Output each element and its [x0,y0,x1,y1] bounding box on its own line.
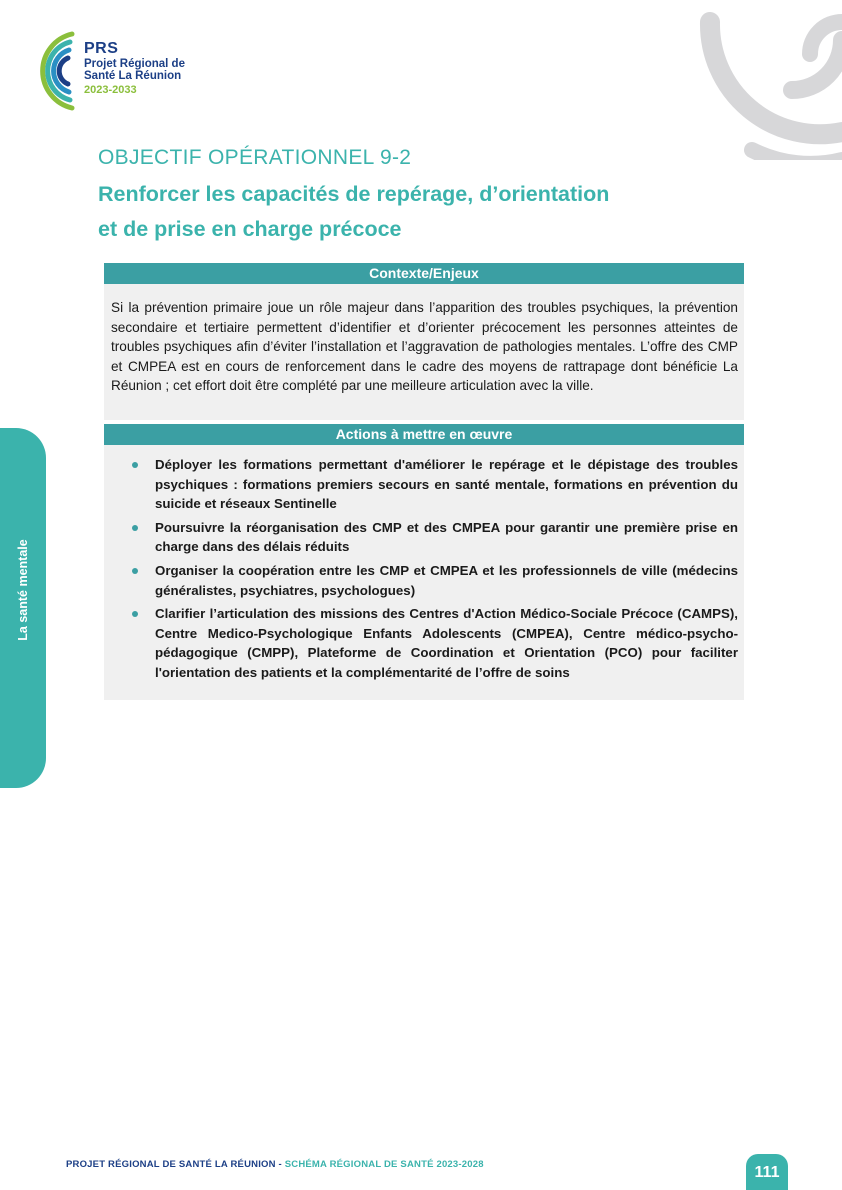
action-text: Poursuivre la réorganisation des CMP et des CMPEA pour garantir une première prise en charge dans des délais réduits [155,519,738,555]
actions-list [104,455,738,683]
objective-title-line2: et de prise en charge précoce [98,217,402,241]
prs-logo [22,28,212,114]
footer-right-text: SCHÉMA RÉGIONAL DE SANTÉ 2023-2028 [284,1159,484,1170]
bullet-icon [132,462,138,468]
bullet-icon [132,568,138,574]
objective-title [98,177,698,247]
side-section-label: La santé mentale [16,539,30,641]
objective-title-line1: Renforcer les capacités de repérage, d’orientation [98,182,610,206]
bullet-icon [132,525,138,531]
action-text: Organiser la coopération entre les CMP et CMPEA et les professionnels de ville (médecins généralistes, psychiatres, psychologues) [155,562,738,598]
action-item [104,518,738,557]
footer-separator: - [275,1159,285,1170]
bullet-icon [132,611,138,617]
logo-prs-text: PRS [84,40,119,57]
context-text: Si la prévention primaire joue un rôle majeur dans l’apparition des troubles psychiques, la prévention secondaire et tertiaire permettent d’identifier et d’orienter précocement les personnes atteintes de troubles psychiques afin d’éviter l’installation et l’aggravation de pathologies mentales. L’offre des CMP et CMPEA est en cours de renforcement dans le cadre des moyens de rattrapage dont bénéficie La Réunion ; cet effort doit être complété par une meilleure articulation avec la ville. [111,300,738,394]
actions-header: Actions à mettre en œuvre [104,424,744,445]
action-item [104,561,738,600]
actions-panel [104,445,744,700]
action-text: Déployer les formations permettant d'améliorer le repérage et le dépistage des troubles psychiques : formations premiers secours en santé mentale, formations en prévention du suicide et réseaux Sentinelle [155,457,738,512]
action-item [104,455,738,514]
prs-logo-icon [22,28,82,114]
action-text: Clarifier l’articulation des missions des Centres d'Action Médico-Sociale Précoce (CAMPS), Centre Medico-Psychologique Enfants Adolescents (CMPEA), Centre médico-psycho-pédagogique (CMPP), Plateforme de Coordination et Orientation (PCO) pour faciliter l'orientation des patients et la complémentarité de l’offre de soins [155,606,738,680]
logo-line2: Santé La Réunion [84,70,182,83]
action-item [104,604,738,682]
decorative-arcs-graphic [692,0,842,160]
context-panel [104,284,744,420]
logo-years: 2023-2033 [84,83,137,96]
logo-line1: Projet Régional de [84,57,185,70]
page-footer [66,1159,484,1170]
page-number: 111 [746,1154,788,1190]
objective-label: OBJECTIF OPÉRATIONNEL 9-2 [98,146,412,169]
context-header: Contexte/Enjeux [104,263,744,284]
footer-left-text: PROJET RÉGIONAL DE SANTÉ LA RÉUNION [66,1159,276,1170]
